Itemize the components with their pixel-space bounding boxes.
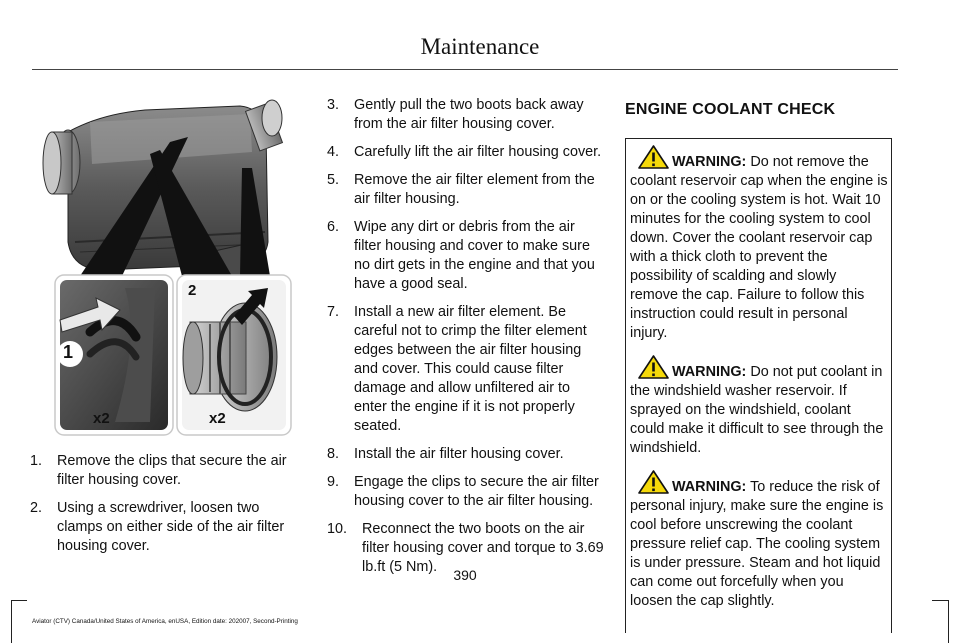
warning-triangle-icon: [638, 470, 669, 494]
quantity-label-left: x2: [93, 410, 110, 427]
section-heading: ENGINE COOLANT CHECK: [625, 101, 836, 118]
warning-item: [630, 145, 888, 343]
crop-mark-left-vertical: [11, 600, 12, 643]
callout-number-2: 2: [188, 282, 197, 299]
steps-column-left: [30, 452, 305, 565]
list-item: 8. Install the air filter housing cover.: [327, 446, 564, 462]
air-filter-housing-drawing: [30, 92, 300, 447]
warning-item: [630, 470, 888, 611]
warning-triangle-icon: [638, 355, 669, 379]
steps-column-middle: [327, 96, 605, 586]
crop-mark-right-horizontal: [932, 600, 948, 601]
list-item: 5. Remove the air filter element from the air filter housing.: [327, 172, 595, 207]
list-item: 6. Wipe any dirt or debris from the air filter housing and cover to make sure no dirt gets in the engine and that you have a good seal.: [327, 219, 595, 292]
list-item: 10. Reconnect the two boots on the air filter housing cover and torque to 3.69 lb.ft (5 Nm).: [327, 521, 604, 575]
coolant-section: [625, 96, 890, 633]
footer-edition-note: Aviator (CTV) Canada/United States of America, enUSA, Edition date: 202007, Second-Printing: [32, 618, 298, 625]
callout-number-1: 1: [63, 342, 74, 362]
warning-label: WARNING:: [672, 154, 747, 170]
warning-text: Do not remove the coolant reservoir cap when the engine is on or the cooling system is hot. Wait 10 minutes for the cooling system to cool down. Cover the coolant reservoir cap with a thick cloth to prevent the possibility of scalding and slowly remove the cap. Failure to follow this instruction could result in personal injury.: [630, 154, 888, 341]
quantity-label-right: x2: [209, 410, 226, 427]
list-item: 4. Carefully lift the air filter housing cover.: [327, 144, 602, 160]
list-item: 2. Using a screwdriver, loosen two clamps on either side of the air filter housing cover.: [30, 500, 285, 554]
crop-mark-left-horizontal: [11, 600, 27, 601]
page-number: 390: [453, 567, 477, 583]
warning-label: WARNING:: [672, 479, 747, 495]
page-header-title: Maintenance: [420, 34, 540, 59]
warning-text: Do not put coolant in the windshield washer reservoir. If sprayed on the windshield, coolant could make it difficult to see through the windshield.: [630, 364, 884, 456]
warning-box: [625, 138, 892, 633]
list-item: 7. Install a new air filter element. Be careful not to crimp the filter element edges between the air filter housing and cover. This could cause filter damage and allow unfiltered air to enter the engine if it is not properly seated.: [327, 304, 587, 434]
list-item: 1. Remove the clips that secure the air filter housing cover.: [30, 453, 287, 488]
warning-text: To reduce the risk of personal injury, make sure the engine is cool before unscrewing the coolant pressure relief cap. The cooling system is under pressure. Steam and hot liquid can come out forcefully when you loosen the cap slightly.: [630, 479, 884, 609]
list-item: 9. Engage the clips to secure the air filter housing cover to the air filter housing.: [327, 474, 599, 509]
warning-item: [630, 355, 888, 458]
air-filter-illustration: [30, 92, 300, 447]
warning-triangle-icon: [638, 145, 669, 169]
crop-mark-right-vertical: [948, 600, 949, 643]
header-divider: [32, 69, 898, 70]
list-item: 3. Gently pull the two boots back away from the air filter housing cover.: [327, 97, 584, 132]
warning-label: WARNING:: [672, 364, 747, 380]
